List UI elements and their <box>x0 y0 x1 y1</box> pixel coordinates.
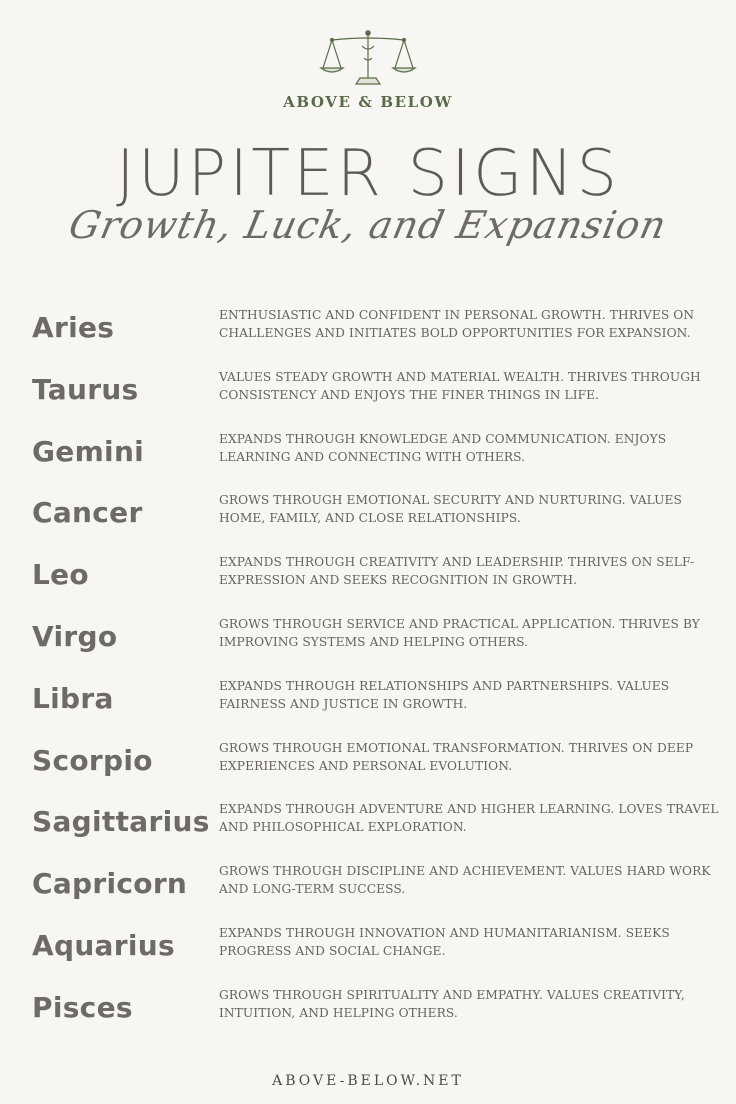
sign-description: EXPANDS THROUGH INNOVATION AND HUMANITARIANISM. SEEKS PROGRESS AND SOCIAL CHANGE. <box>219 925 670 958</box>
sign-name: Capricorn <box>32 867 188 901</box>
signs-list <box>32 303 722 1045</box>
sign-description: GROWS THROUGH SPIRITUALITY AND EMPATHY. VALUES CREATIVITY, INTUITION, AND HELPING OTHERS. <box>219 987 685 1020</box>
sign-name: Virgo <box>32 619 118 653</box>
sign-name: Aquarius <box>32 928 175 962</box>
page-title: JUPITER SIGNS <box>115 137 621 211</box>
sign-name: Leo <box>32 558 89 592</box>
page-subtitle: Growth, Luck, and Expansion <box>65 203 671 247</box>
sign-row <box>32 365 722 427</box>
sign-description: GROWS THROUGH DISCIPLINE AND ACHIEVEMENT. VALUES HARD WORK AND LONG-TERM SUCCESS. <box>219 864 711 897</box>
balance-scale-icon <box>318 28 418 88</box>
sign-row <box>32 674 722 736</box>
sign-row <box>32 983 722 1045</box>
sign-description: EXPANDS THROUGH ADVENTURE AND HIGHER LEARNING. LOVES TRAVEL AND PHILOSOPHICAL EXPLORATION. <box>219 802 719 835</box>
sign-description: EXPANDS THROUGH CREATIVITY AND LEADERSHIP. THRIVES ON SELF-EXPRESSION AND SEEKS RECOGNITION IN GROWTH. <box>219 555 695 588</box>
sign-name: Scorpio <box>32 743 153 777</box>
sign-description: GROWS THROUGH SERVICE AND PRACTICAL APPLICATION. THRIVES BY IMPROVING SYSTEMS AND HELPING OTHERS. <box>219 616 700 649</box>
sign-row <box>32 612 722 674</box>
brand-name: ABOVE & BELOW <box>283 93 453 111</box>
sign-name: Cancer <box>32 496 143 530</box>
footer-url[interactable]: ABOVE-BELOW.NET <box>272 1073 464 1089</box>
sign-row <box>32 736 722 798</box>
sign-row <box>32 303 722 365</box>
sign-name: Aries <box>32 311 115 344</box>
sign-row <box>32 921 722 983</box>
sign-description: EXPANDS THROUGH KNOWLEDGE AND COMMUNICATION. ENJOYS LEARNING AND CONNECTING WITH OTHERS. <box>219 431 667 464</box>
sign-row <box>32 550 722 612</box>
sign-row <box>32 427 722 489</box>
sign-description: VALUES STEADY GROWTH AND MATERIAL WEALTH. THRIVES THROUGH CONSISTENCY AND ENJOYS THE FINER THINGS IN LIFE. <box>219 369 701 402</box>
sign-name: Sagittarius <box>32 805 210 839</box>
sign-row <box>32 859 722 921</box>
sign-description: EXPANDS THROUGH RELATIONSHIPS AND PARTNERSHIPS. VALUES FAIRNESS AND JUSTICE IN GROWTH. <box>219 678 670 711</box>
sign-row <box>32 797 722 859</box>
sign-description: GROWS THROUGH EMOTIONAL SECURITY AND NURTURING. VALUES HOME, FAMILY, AND CLOSE RELATIONSHIPS. <box>219 493 682 526</box>
sign-description: ENTHUSIASTIC AND CONFIDENT IN PERSONAL GROWTH. THRIVES ON CHALLENGES AND INITIATES BOLD OPPORTUNITIES FOR EXPANSION. <box>219 308 695 340</box>
sign-name: Pisces <box>32 990 133 1024</box>
sign-row <box>32 488 722 550</box>
sign-description: GROWS THROUGH EMOTIONAL TRANSFORMATION. THRIVES ON DEEP EXPERIENCES AND PERSONAL EVOLUTION. <box>219 740 694 773</box>
sign-name: Gemini <box>32 434 145 468</box>
sign-name: Taurus <box>32 372 139 406</box>
sign-name: Libra <box>32 681 114 715</box>
